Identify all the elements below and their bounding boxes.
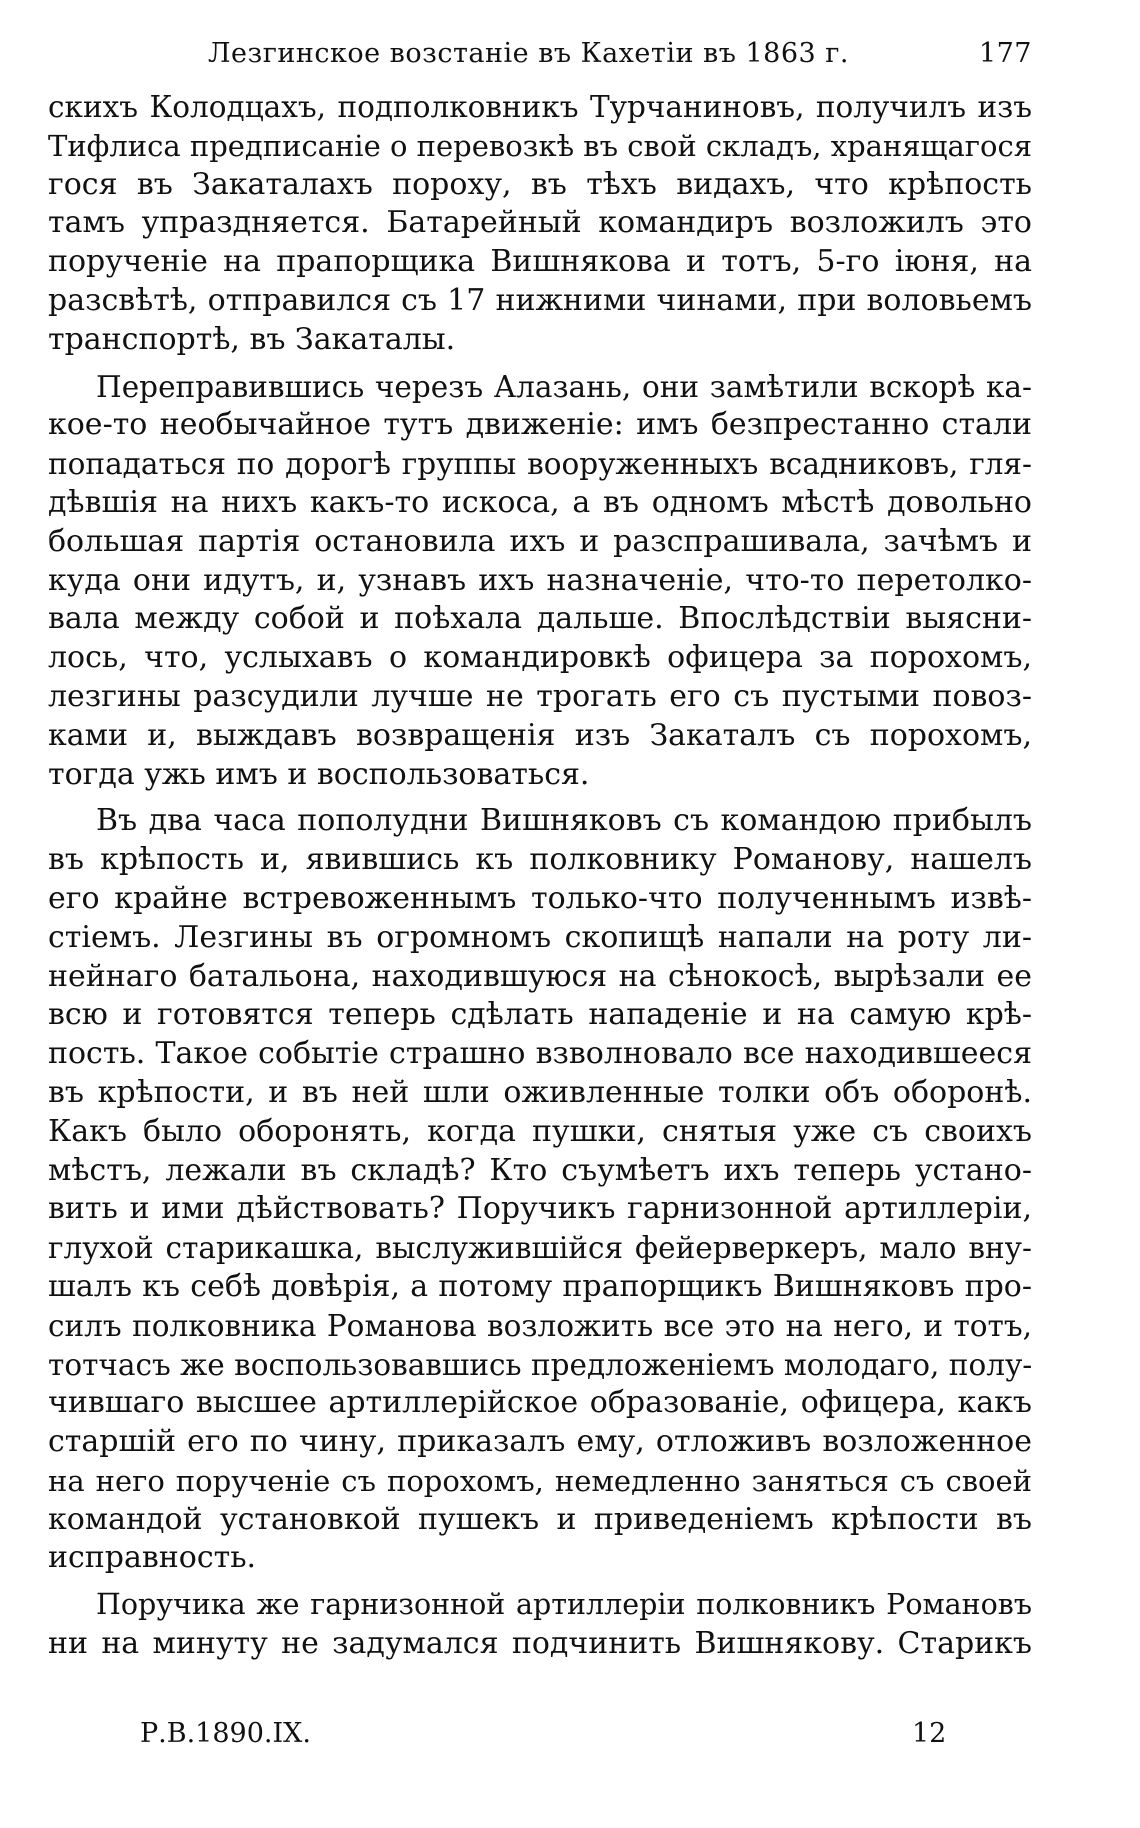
text-line: тотчасъ же воспользовавшись предложеніемъ молодаго, полу-	[48, 1347, 1032, 1382]
text-line: на него порученіе съ порохомъ, немедленно заняться съ своей	[48, 1463, 1032, 1498]
paragraph-3	[48, 802, 1032, 1578]
text-line: старшій его по чину, приказалъ ему, отложивъ возложенное	[48, 1424, 1032, 1460]
text-line: разсвѣтѣ, отправился съ 17 нижними чинами, при воловьемъ	[48, 282, 1032, 318]
page-number: 177	[978, 38, 1032, 69]
text-line: тамъ упраздняется. Батарейный командиръ возложилъ это	[48, 205, 1032, 241]
paragraph-gap	[48, 360, 1032, 368]
text-line: кое-то необычайное тутъ движеніе: имъ безпрестанно стали	[48, 407, 1032, 443]
text-line: куда они идутъ, и, узнавъ ихъ назначеніе, что-то перетолко-	[48, 562, 1032, 598]
text-line: Какъ было оборонять, когда пушки, снятыя уже съ своихъ	[48, 1113, 1032, 1149]
text-line: большая партія остановила ихъ и разспрашивала, зачѣмъ и	[48, 523, 1032, 559]
paragraph-gap	[48, 1578, 1032, 1586]
running-title: Лезгинское возстаніе въ Кахетіи въ 1863 г.	[208, 38, 850, 69]
text-line: скихъ Колодцахъ, подполковникъ Турчаниновъ, получилъ изъ	[48, 90, 1032, 124]
text-line: его крайне встревоженнымъ только-что полученнымъ извѣ-	[48, 880, 1032, 916]
text-line: попадаться по дорогѣ группы вооруженныхъ всадниковъ, гля-	[48, 447, 1032, 482]
text-line: транспортѣ, въ Закаталы.	[48, 321, 456, 357]
text-line: нейнаго батальона, находившуюся на сѣнокосѣ, вырѣзали ее	[48, 958, 1032, 994]
text-line: въ крѣпость и, явившись къ полковнику Романову, нашелъ	[48, 842, 1032, 878]
paragraph-gap	[48, 794, 1032, 802]
text-line: Поручика же гарнизонной артиллеріи полковникъ Романовъ	[96, 1588, 1032, 1622]
text-line: ни на минуту не задумался подчинить Вишнякову. Старикъ	[48, 1626, 1032, 1662]
text-line: командой установкой пушекъ и приведеніемъ крѣпости въ	[48, 1501, 1032, 1537]
text-line: тогда ужь имъ и воспользоваться.	[48, 756, 590, 792]
text-line: ками и, выждавъ возвращенія изъ Закаталъ съ порохомъ,	[48, 717, 1032, 753]
text-line: гося въ Закаталахъ пороху, въ тѣхъ видахъ, что крѣпость	[48, 166, 1032, 202]
text-line: вить и ими дѣйствовать? Поручикъ гарнизонной артиллеріи,	[48, 1191, 1032, 1227]
text-line: лось, что, услыхавъ о командировкѣ офицера за порохомъ,	[48, 640, 1032, 676]
text-line: дѣвшія на нихъ какъ-то искоса, а въ одномъ мѣстѣ довольно	[48, 484, 1032, 520]
text-line: силъ полковника Романова возложить все это на него, и тотъ,	[48, 1308, 1032, 1343]
text-line: лезгины разсудили лучше не трогать его съ пустыми повоз-	[48, 678, 1032, 714]
paragraph-1	[48, 88, 1032, 360]
text-line: глухой старикашка, выслужившійся фейерверкеръ, мало вну-	[48, 1231, 1032, 1266]
body-text	[48, 88, 1032, 1664]
text-line: мѣстъ, лежали въ складѣ? Кто съумѣетъ ихъ теперь устано-	[48, 1152, 1032, 1188]
text-line: Тифлиса предписаніе о перевозкѣ въ свой складъ, хранящагося	[48, 128, 1032, 163]
text-line: Переправившись черезъ Алазань, они замѣтили вскорѣ ка-	[96, 369, 1032, 404]
page-header	[52, 38, 1032, 78]
text-line: шалъ къ себѣ довѣрія, а потому прапорщикъ Вишняковъ про-	[48, 1268, 1032, 1304]
text-line: порученіе на прапорщика Вишнякова и тотъ, 5-го іюня, на	[48, 244, 1032, 280]
text-line: стіемъ. Лезгины въ огромномъ скопищѣ напали на роту ли-	[48, 919, 1032, 955]
text-line: въ крѣпости, и въ ней шли оживленные толки объ оборонѣ.	[48, 1074, 1032, 1110]
page-footer	[52, 1718, 952, 1758]
printer-signature: Р.В.1890.IX.	[140, 1718, 311, 1749]
text-line: всю и готовятся теперь сдѣлать нападеніе и на самую крѣ-	[48, 997, 1032, 1033]
text-line: вала между собой и поѣхала дальше. Впослѣдствіи выясни-	[48, 601, 1032, 637]
text-line: пость. Такое событіе страшно взволновало все находившееся	[48, 1036, 1032, 1072]
text-line: чившаго высшее артиллерійское образованіе, офицера, какъ	[48, 1385, 1032, 1421]
sheet-number: 12	[912, 1718, 947, 1749]
paragraph-4	[48, 1586, 1032, 1664]
text-line: исправность.	[48, 1540, 257, 1576]
text-line: Въ два часа пополудни Вишняковъ съ командою прибылъ	[96, 803, 1032, 839]
paragraph-2	[48, 368, 1032, 795]
